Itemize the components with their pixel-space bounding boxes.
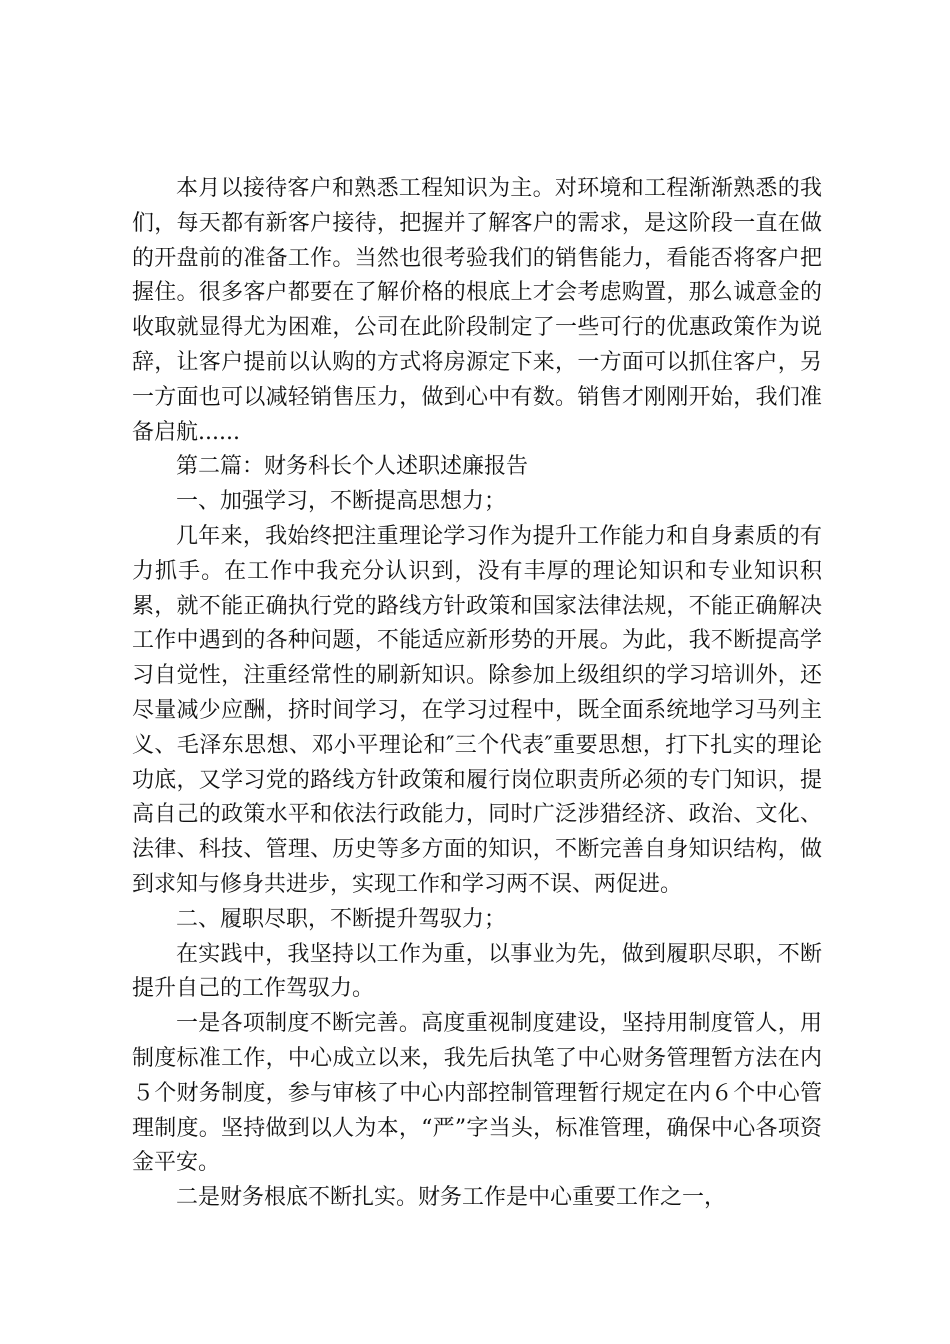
heading-study: 一、加强学习，不断提高思想力； [176,489,507,515]
paragraph-finance-foundation: 二是财务根底不断扎实。财务工作是中心重要工作之一， [176,1185,727,1211]
heading-duty: 二、履职尽职，不断提升驾驭力； [176,906,507,932]
paragraph-sales-summary: 本月以接待客户和熟悉工程知识为主。对环境和工程渐渐熟悉的我们，每天都有新客户接待，把握并了解客户的需求，是这阶段一直在做的开盘前的准备工作。当然也很考验我们的销售能力，看能否将客户把握住。很多客户都要在了解价格的根底上才会考虑购置，那么诚意金的收取就显得尤为困难，公司在此阶段制定了一些可行的优惠政策作为说辞，让客户提前以认购的方式将房源定下来，一方面可以抓住客户，另一方面也可以减轻销售压力，做到心中有数。销售才刚刚开始，我们准备启航...... [132,176,822,445]
paragraph-systems: 一是各项制度不断完善。高度重视制度建设，坚持用制度管人，用制度标准工作，中心成立以来，我先后执笔了中心财务管理暂方法在内５个财务制度，参与审核了中心内部控制管理暂行规定在内６个中心管理制度。坚持做到以人为本，“严”字当头，标准管理，确保中心各项资金平安。 [132,1011,822,1176]
paragraph-duty: 在实践中，我坚持以工作为重，以事业为先，做到履职尽职，不断提升自己的工作驾驭力。 [132,941,822,1002]
section-title: 第二篇：财务科长个人述职述廉报告 [176,454,529,480]
document-body [132,172,822,1216]
paragraph-study: 几年来，我始终把注重理论学习作为提升工作能力和自身素质的有力抓手。在工作中我充分认识到，没有丰厚的理论知识和专业知识积累，就不能正确执行党的路线方针政策和国家法律法规，不能正确解决工作中遇到的各种问题，不能适应新形势的开展。为此，我不断提高学习自觉性，注重经常性的刷新知识。除参加上级组织的学习培训外，还尽量减少应酬，挤时间学习，在学习过程中，既全面系统地学习马列主义、毛泽东思想、邓小平理论和″三个代表″重要思想，打下扎实的理论功底，又学习党的路线方针政策和履行岗位职责所必须的专门知识，提高自己的政策水平和依法行政能力，同时广泛涉猎经济、政治、文化、法律、科技、管理、历史等多方面的知识，不断完善自身知识结构，做到求知与修身共进步，实现工作和学习两不误、两促进。 [132,523,822,897]
